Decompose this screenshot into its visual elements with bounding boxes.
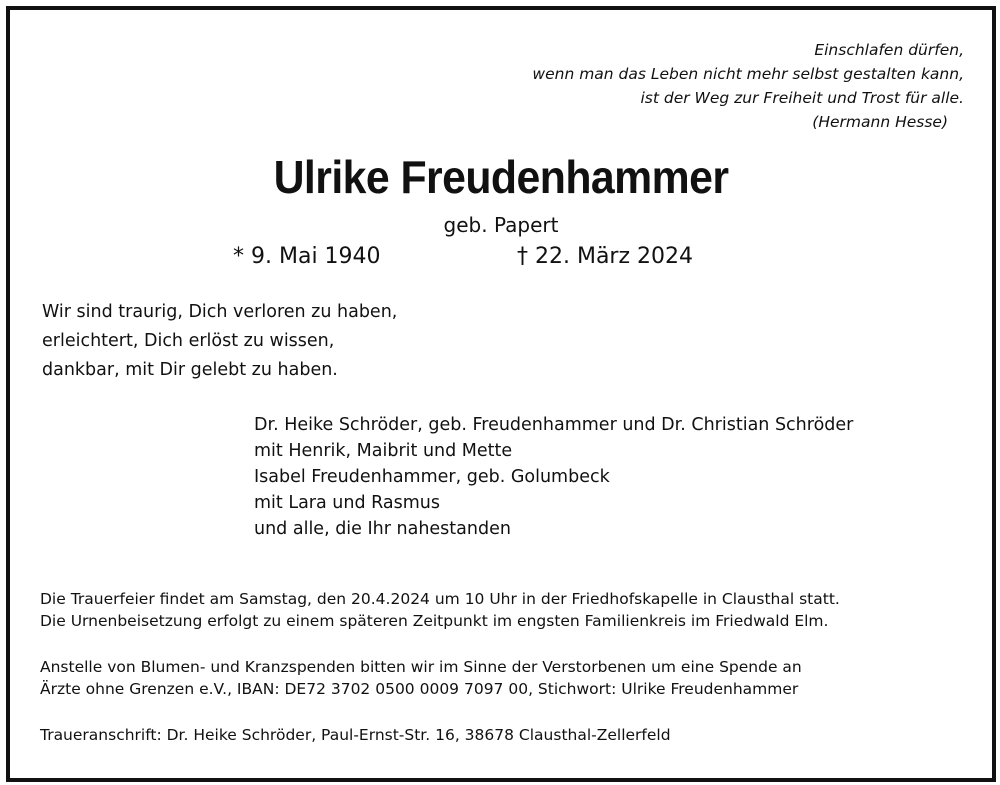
donation-info [40,656,802,700]
donation-info-line: Anstelle von Blumen- und Kranzspenden bitten wir im Sinne der Verstorbenen um eine Spende an [40,658,802,676]
mourning-address: Traueranschrift: Dr. Heike Schröder, Paul-Ernst-Str. 16, 38678 Clausthal-Zellerfeld [40,726,671,744]
mourner-line: mit Lara und Rasmus [254,493,441,513]
quote-line: ist der Weg zur Freiheit und Trost für alle. [640,89,964,107]
quote-author: (Hermann Hesse) [812,113,948,131]
mourners-list [254,412,853,542]
verse-line: dankbar, mit Dir gelebt zu haben. [42,360,338,380]
mourner-line: Isabel Freudenhammer, geb. Golumbeck [254,467,610,487]
quote-line: Einschlafen dürfen, [814,41,964,59]
mourner-line: und alle, die Ihr nahestanden [254,519,511,539]
birth-date: * 9. Mai 1940 [233,244,381,269]
verse-line: Wir sind traurig, Dich verloren zu haben, [42,302,398,322]
obituary-frame [6,6,996,782]
funeral-info-line: Die Urnenbeisetzung erfolgt zu einem späteren Zeitpunkt im engsten Familienkreis im Friedwald Elm. [40,612,829,630]
maiden-name: geb. Papert [443,213,559,237]
donation-info-line: Ärzte ohne Grenzen e.V., IBAN: DE72 3702 0500 0009 7097 00, Stichwort: Ulrike Freudenhammer [40,680,799,698]
quote-line: wenn man das Leben nicht mehr selbst gestalten kann, [532,65,964,83]
deceased-name: Ulrike Freudenhammer [273,151,729,203]
mourner-line: Dr. Heike Schröder, geb. Freudenhammer und Dr. Christian Schröder [254,415,854,435]
death-date: † 22. März 2024 [517,244,694,269]
verse-line: erleichtert, Dich erlöst zu wissen, [42,331,335,351]
funeral-info [40,588,840,632]
hesse-quote [532,38,964,134]
mourning-verse [42,298,397,385]
funeral-info-line: Die Trauerfeier findet am Samstag, den 20.4.2024 um 10 Uhr in der Friedhofskapelle in Clausthal statt. [40,590,840,608]
mourner-line: mit Henrik, Maibrit und Mette [254,441,513,461]
